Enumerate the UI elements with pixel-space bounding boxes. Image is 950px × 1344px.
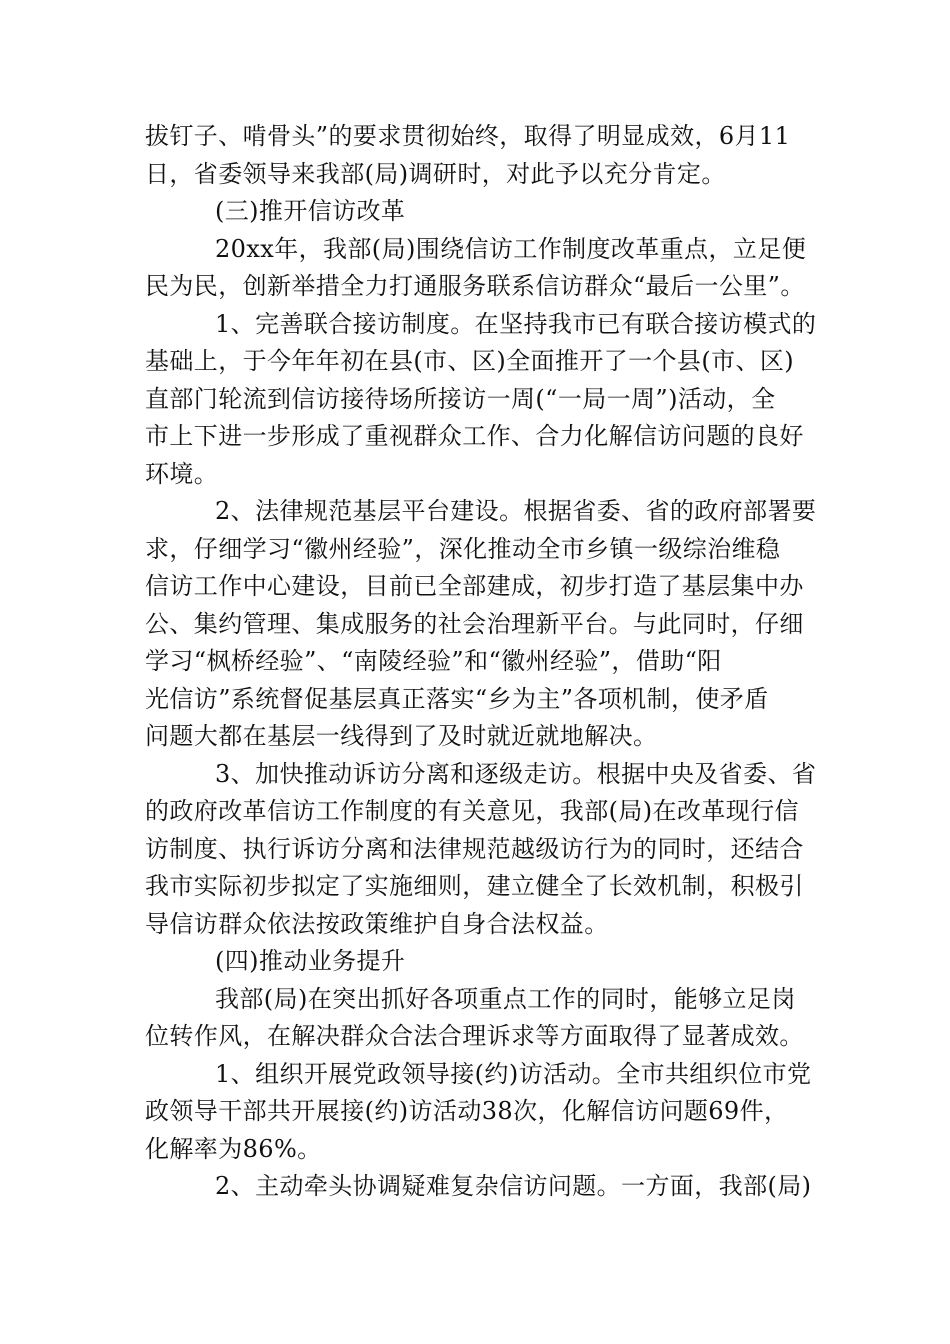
- section-heading: (三)推开信访改革: [215, 197, 406, 225]
- text-line: 化解率为86%。: [145, 1134, 322, 1163]
- text-line: 市上下进一步形成了重视群众工作、合力化解信访问题的良好: [145, 422, 804, 450]
- text-line: 2、主动牵头协调疑难复杂信访问题。一方面，我部(局): [215, 1172, 812, 1200]
- text-line: 学习“枫桥经验”、“南陵经验”和“徽州经验”，借助“阳: [145, 647, 722, 675]
- text-line: 拔钉子、啃骨头”的要求贯彻始终，取得了明显成效，6月11: [145, 122, 791, 150]
- text-line: 基础上，于今年年初在县(市、区)全面推开了一个县(市、区): [145, 347, 795, 375]
- section-heading: (四)推动业务提升: [215, 947, 406, 975]
- text-line: 3、加快推动诉访分离和逐级走访。根据中央及省委、省: [215, 759, 817, 788]
- text-line: 直部门轮流到信访接待场所接访一周(“一局一周”)活动，全: [145, 384, 776, 413]
- text-line: 公、集约管理、集成服务的社会治理新平台。与此同时，仔细: [145, 609, 804, 638]
- text-line: 问题大都在基层一线得到了及时就近就地解决。: [145, 722, 658, 750]
- text-line: 位转作风，在解决群众合法合理诉求等方面取得了显著成效。: [145, 1022, 804, 1050]
- text-line: 的政府改革信访工作制度的有关意见，我部(局)在改革现行信: [145, 797, 799, 825]
- text-line: 2、法律规范基层平台建设。根据省委、省的政府部署要: [215, 497, 817, 525]
- text-line: 求，仔细学习“徽州经验”，深化推动全市乡镇一级综治维稳: [145, 534, 781, 563]
- text-line: 1、完善联合接访制度。在坚持我市已有联合接访模式的: [215, 309, 817, 338]
- text-line: 环境。: [145, 459, 219, 488]
- text-line: 光信访”系统督促基层真正落实“乡为主”各项机制，使矛盾: [145, 684, 769, 713]
- text-line: 日，省委领导来我部(局)调研时，对此予以充分肯定。: [145, 159, 726, 188]
- document-body: [145, 118, 817, 1206]
- text-line: 20xx年，我部(局)围绕信访工作制度改革重点，立足便: [215, 234, 807, 263]
- text-line: 导信访群众依法按政策维护自身合法权益。: [145, 909, 609, 938]
- text-line: 访制度、执行诉访分离和法律规范越级访行为的同时，还结合: [145, 834, 804, 863]
- text-line: 信访工作中心建设，目前已全部建成，初步打造了基层集中办: [145, 572, 804, 600]
- text-line: 我部(局)在突出抓好各项重点工作的同时，能够立足岗: [215, 984, 796, 1013]
- text-line: 1、组织开展党政领导接(约)访活动。全市共组织位市党: [215, 1059, 812, 1088]
- text-line: 政领导干部共开展接(约)访活动38次，化解信访问题69件，: [145, 1097, 789, 1125]
- text-line: 民为民，创新举措全力打通服务联系信访群众“最后一公里”。: [145, 272, 805, 300]
- text-line: 我市实际初步拟定了实施细则，建立健全了长效机制，积极引: [145, 872, 804, 900]
